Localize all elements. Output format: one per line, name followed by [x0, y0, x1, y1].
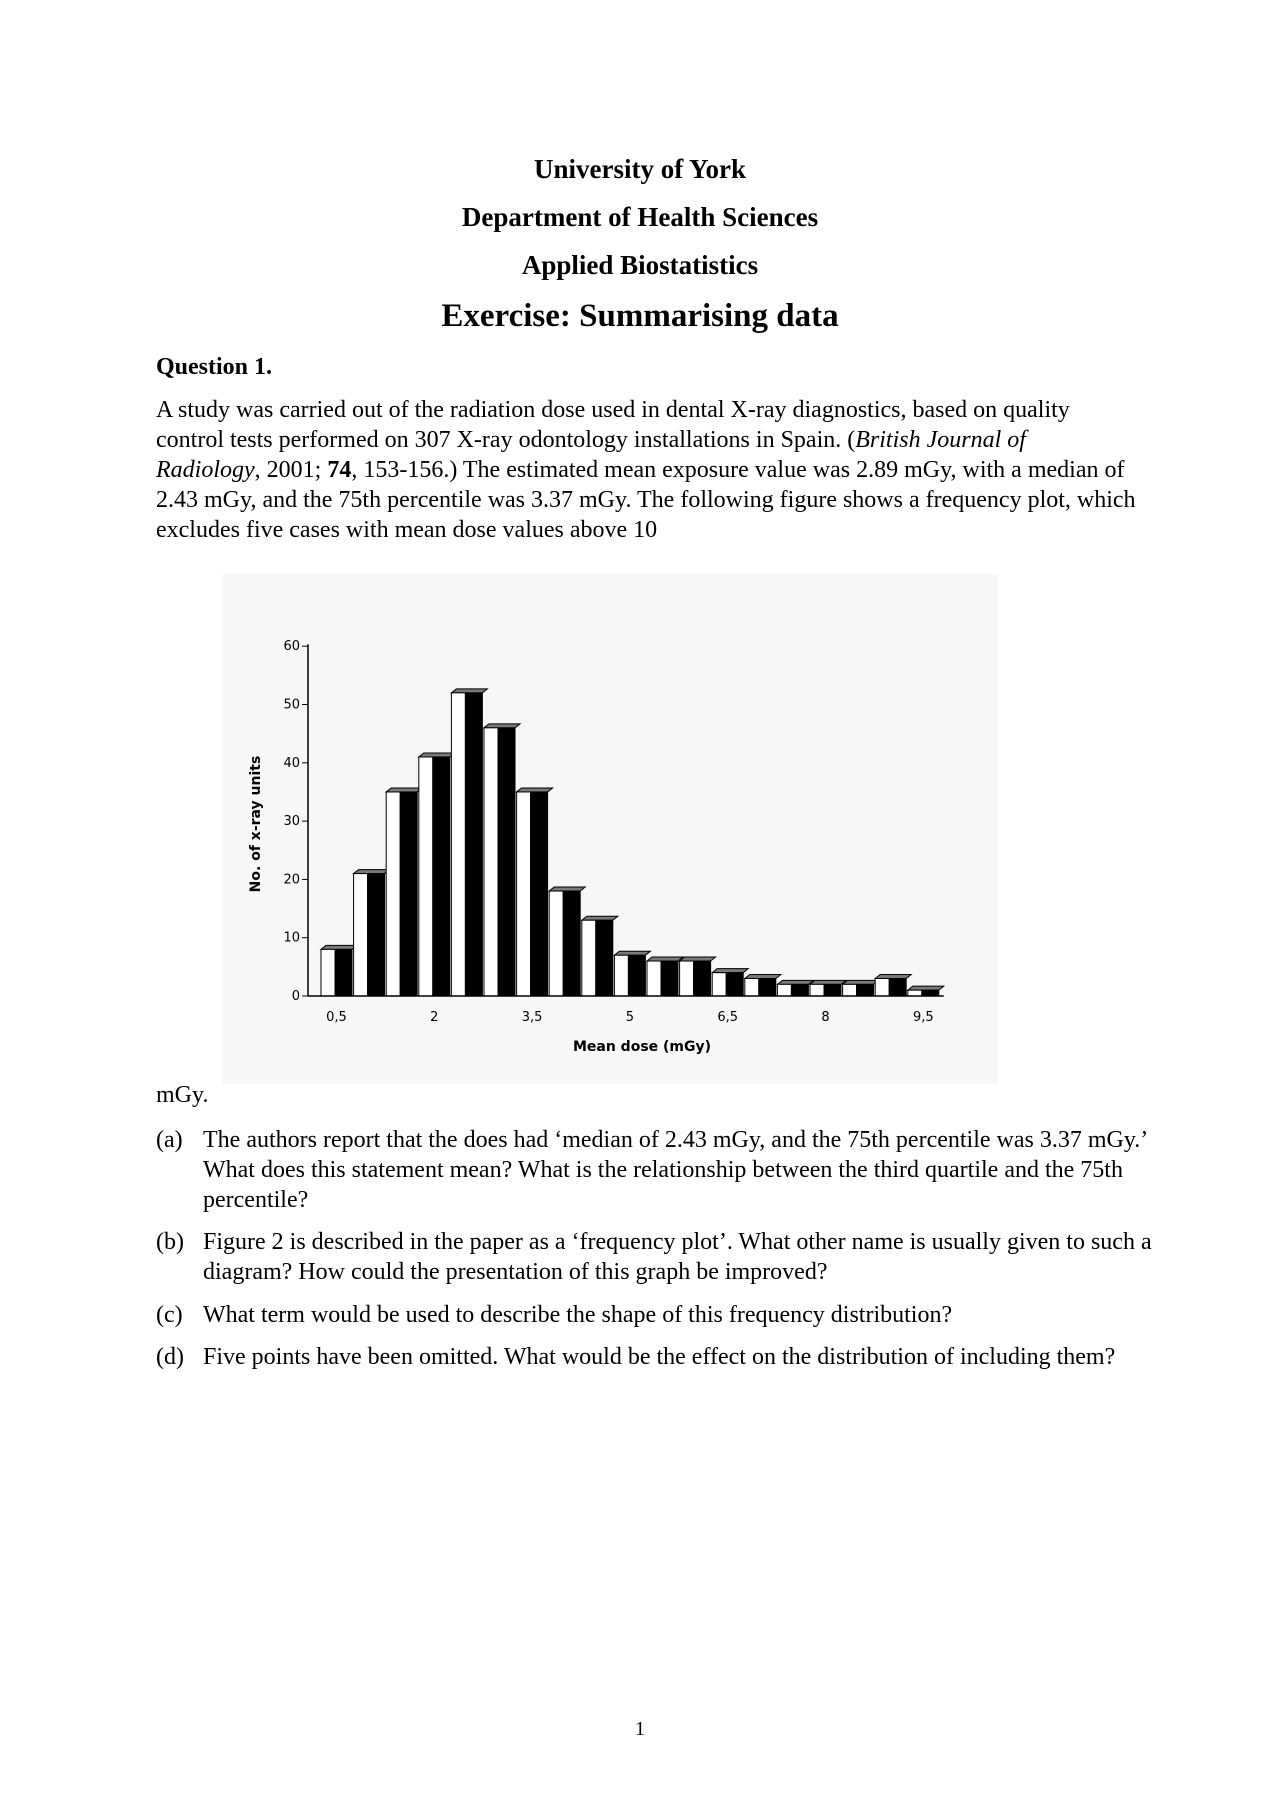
y-tick-label: 0 — [291, 989, 300, 1004]
bar-top — [354, 870, 390, 874]
intro-text-2: , 2001; — [254, 457, 328, 483]
journal-name: British Journal of Radiology — [156, 427, 1026, 483]
bar-top — [680, 957, 716, 961]
bar-top — [647, 957, 683, 961]
bar-front — [843, 984, 857, 996]
bar-front — [582, 920, 596, 996]
bar-side — [661, 961, 678, 996]
bar-top — [517, 788, 553, 792]
question-title: Question 1. — [156, 354, 273, 380]
bar-7.5 — [777, 980, 813, 996]
intro-continuation: mGy. — [156, 1082, 209, 1108]
x-tick-label: 5 — [625, 1010, 635, 1025]
bar-side — [791, 984, 808, 996]
bar-side — [922, 990, 939, 996]
bar-7 — [745, 975, 781, 996]
bar-4.5 — [582, 916, 618, 996]
page-number: 1 — [635, 1718, 645, 1740]
bar-side — [759, 979, 776, 996]
bar-front — [745, 979, 759, 996]
bar-4 — [549, 887, 585, 996]
bar-front — [908, 990, 922, 996]
intro-text-3: , 153-156.) The estimated mean exposure value was 2.89 mGy, with a median of 2.43 mGy, and the 75th percentile was 3.37 mGy. The following figure shows a frequency plot, which excludes five cases with mean dose values above 10 — [156, 457, 1136, 543]
bar-front — [517, 792, 531, 996]
bar-front — [712, 973, 726, 996]
item-label-c: (c) — [156, 1302, 183, 1328]
department-name: Department of Health Sciences — [461, 202, 819, 232]
bar-1 — [354, 870, 390, 996]
bar-6.5 — [712, 969, 748, 996]
course-name: Applied Biostatistics — [521, 250, 759, 280]
y-tick-label: 30 — [283, 814, 300, 830]
journal-volume: 74 — [327, 457, 352, 483]
item-text-a: The authors report that the does had ‘median of 2.43 mGy, and the 75th percentile was 3.37 mGy.’ What does this statement mean? What is the relationship between the third quartile and the 75th percentile? — [203, 1127, 1147, 1213]
bar-side — [498, 728, 515, 996]
bar-front — [321, 949, 335, 996]
bar-5.5 — [647, 957, 683, 996]
bar-side — [531, 792, 548, 996]
bar-3.5 — [517, 788, 553, 996]
bar-front — [647, 961, 661, 996]
bar-top — [777, 980, 813, 984]
bar-8.5 — [843, 980, 879, 996]
y-axis-label: No. of x-ray units — [248, 755, 264, 893]
bar-front — [777, 984, 791, 996]
bar-2 — [419, 753, 455, 996]
bar-side — [368, 874, 385, 996]
item-text-b: Figure 2 is described in the paper as a ‘frequency plot’. What other name is usually given to such a diagram? How could the presentation of this graph be improved? — [203, 1229, 1152, 1285]
item-label-a: (a) — [156, 1127, 183, 1153]
bar-top — [451, 689, 487, 693]
bar-side — [628, 955, 645, 996]
bar-top — [484, 724, 520, 728]
bar-side — [563, 891, 580, 996]
bar-front — [386, 792, 400, 996]
bar-top — [908, 986, 944, 990]
bar-side — [335, 949, 352, 996]
bar-top — [582, 916, 618, 920]
bar-top — [419, 753, 455, 757]
bar-front — [875, 979, 889, 996]
bar-9 — [875, 975, 911, 996]
bar-8 — [810, 980, 846, 996]
bar-front — [810, 984, 824, 996]
item-label-b: (b) — [156, 1229, 184, 1255]
bar-top — [875, 975, 911, 979]
x-tick-label: 6,5 — [717, 1010, 739, 1025]
bar-front — [614, 955, 628, 996]
intro-text-1: A study was carried out of the radiation dose used in dental X-ray diagnostics, based on quality control tests performed on 307 X-ray odontology installations in Spain. ( — [156, 397, 1070, 453]
bar-2.5 — [451, 689, 487, 996]
bar-5 — [614, 951, 650, 996]
x-tick-label: 8 — [821, 1010, 830, 1025]
bar-side — [433, 757, 450, 996]
bar-top — [321, 945, 357, 949]
bar-front — [484, 728, 498, 996]
bar-side — [596, 920, 613, 996]
item-text-d: Five points have been omitted. What would be the effect on the distribution of including them? — [203, 1344, 1116, 1370]
bar-side — [400, 792, 417, 996]
bar-top — [386, 788, 422, 792]
bar-9.5 — [908, 986, 944, 996]
bar-side — [824, 984, 841, 996]
bar-side — [465, 693, 482, 996]
bar-side — [726, 973, 743, 996]
bar-top — [712, 969, 748, 973]
x-axis-label: Mean dose (mGy) — [572, 1039, 712, 1055]
bar-side — [889, 979, 906, 996]
y-tick-label: 40 — [283, 755, 300, 771]
bar-front — [354, 874, 368, 996]
x-tick-label: 0,5 — [326, 1010, 347, 1025]
bar-top — [810, 980, 846, 984]
bar-front — [419, 757, 433, 996]
item-text-c: What term would be used to describe the shape of this frequency distribution? — [203, 1302, 953, 1328]
bar-top — [549, 887, 585, 891]
bars-group — [321, 689, 944, 996]
exercise-title: Exercise: Summarising data — [441, 298, 839, 334]
bar-3 — [484, 724, 520, 996]
bar-top — [614, 951, 650, 955]
bar-front — [451, 693, 465, 996]
y-tick-label: 50 — [283, 697, 300, 713]
university-name: University of York — [534, 154, 746, 184]
x-tick-label: 2 — [430, 1010, 439, 1025]
y-tick-label: 20 — [283, 872, 300, 888]
frequency-plot-svg — [222, 574, 998, 1084]
bar-top — [843, 980, 879, 984]
bar-1.5 — [386, 788, 422, 996]
bar-top — [745, 975, 781, 979]
x-tick-label: 9,5 — [912, 1010, 934, 1025]
bar-front — [549, 891, 563, 996]
bar-side — [857, 984, 874, 996]
question-intro — [156, 395, 1136, 545]
bar-6 — [680, 957, 716, 996]
y-tick-label: 60 — [283, 639, 300, 655]
frequency-plot-figure — [222, 574, 998, 1084]
item-label-d: (d) — [156, 1344, 184, 1370]
x-tick-label: 3,5 — [521, 1010, 543, 1025]
bar-front — [680, 961, 694, 996]
bar-side — [694, 961, 711, 996]
bar-0.5 — [321, 945, 357, 996]
y-tick-label: 10 — [283, 930, 300, 946]
